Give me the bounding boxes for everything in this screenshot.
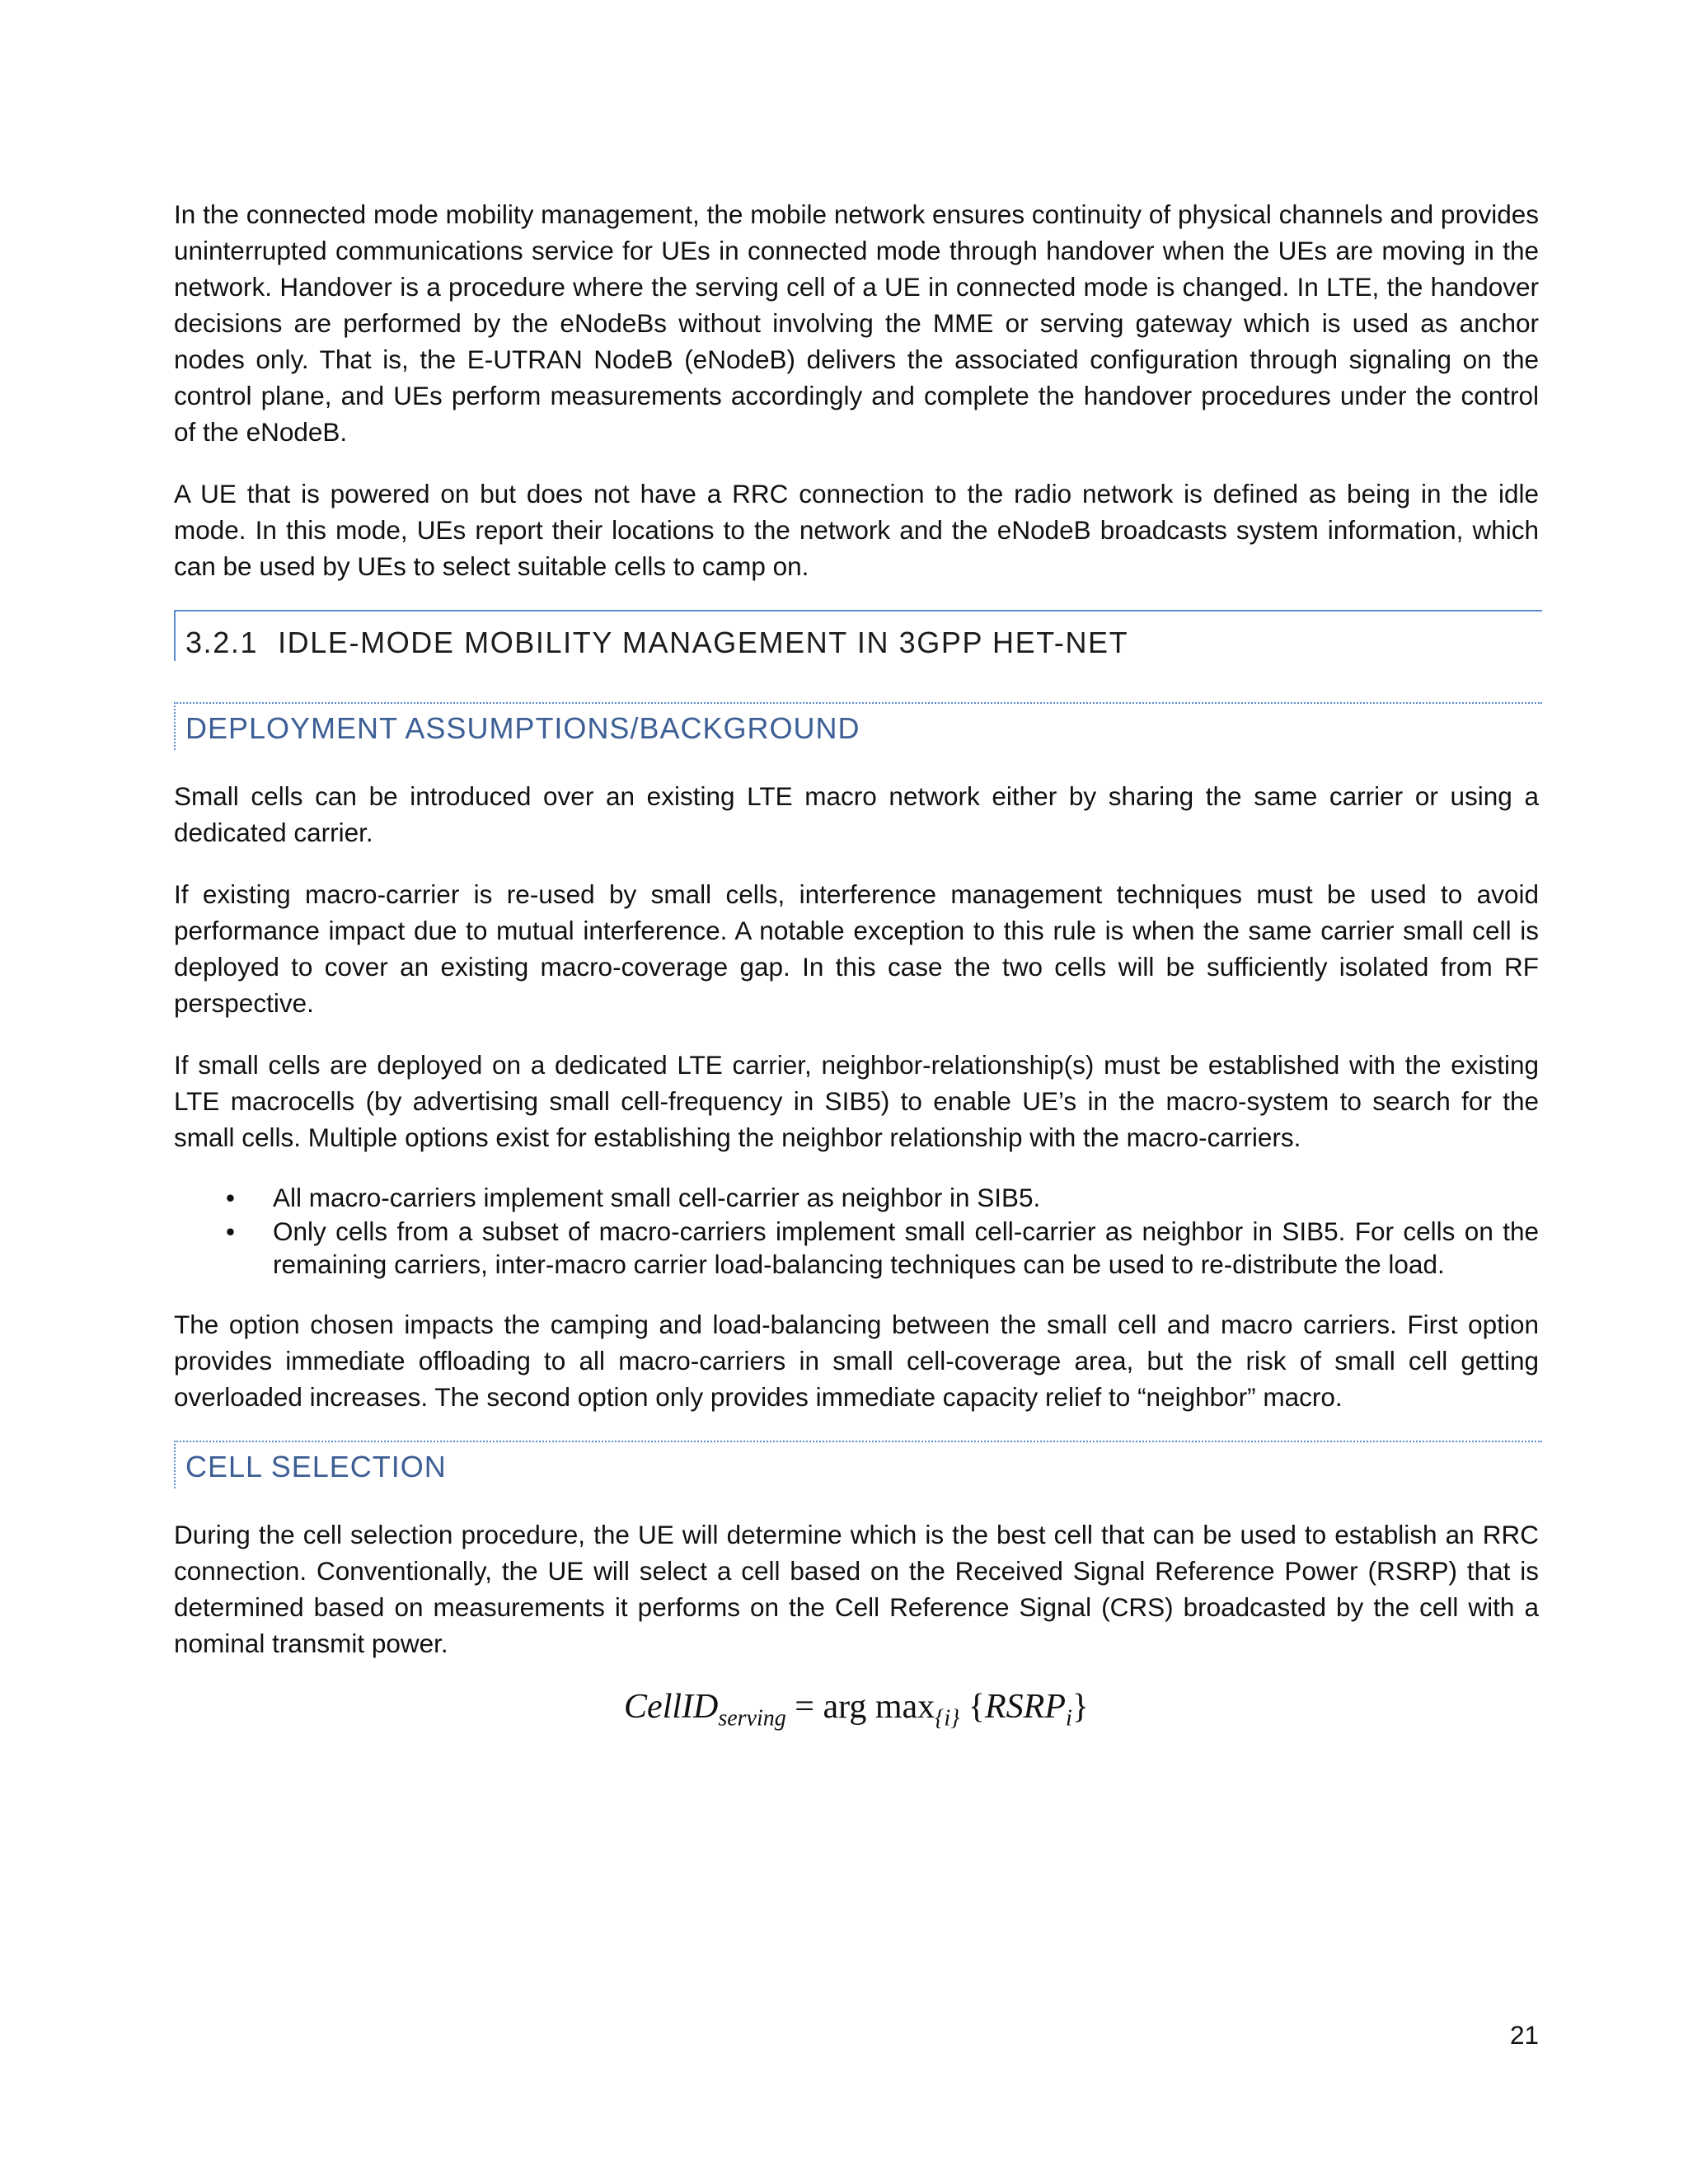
formula-equals: = — [795, 1688, 814, 1726]
cell-selection-paragraph: During the cell selection procedure, the UE will determine which is the best cell that can be used to establish an RRC connection. Conventionally, the UE will select a cell based on the Received Signal Reference Power (RSRP) that is determined based on measurements it performs on the Cell Reference Signal (CRS) broadcasted by the cell with a nominal transmit power. — [174, 1520, 1539, 1658]
formula-lhs-subscript: serving — [718, 1705, 786, 1732]
formula-operator-subscript: {i} — [935, 1705, 960, 1732]
page-number: 21 — [1509, 2020, 1539, 2050]
section-heading — [174, 610, 1542, 661]
formula-operator: arg max — [823, 1688, 935, 1726]
intro-paragraph-1: In the connected mode mobility management, the mobile network ensures continuity of physical channels and provides uninterrupted communications service for UEs in connected mode through handover when the UEs are moving in the network. Handover is a procedure where the serving cell of a UE in connected mode is changed. In LTE, the handover decisions are performed by the eNodeBs without involving the MME or serving gateway which is used as anchor nodes only. That is, the E-UTRAN NodeB (eNodeB) delivers the associated configuration through signaling on the control plane, and UEs perform measurements accordingly and complete the handover procedures under the control of the eNodeB. — [174, 199, 1539, 447]
formula-argument-subscript: i — [1066, 1705, 1072, 1732]
list-item-text: Only cells from a subset of macro-carriers implement small cell-carrier as neighbor in SIB5. For cells on the remaining carriers, inter-macro carrier load-balancing techniques can be used to re-distribute the load. — [273, 1216, 1539, 1279]
bullet-icon: • — [226, 1183, 236, 1212]
deployment-paragraph-2: If existing macro-carrier is re-used by small cells, interference management techniques must be used to avoid performance impact due to mutual interference. A notable exception to this rule is when the same carrier small cell is deployed to cover an existing macro-coverage gap. In this case the two cells will be sufficiently isolated from RF perspective. — [174, 879, 1539, 1018]
formula-open-brace: { — [968, 1688, 986, 1726]
cell-selection-formula — [174, 1687, 1539, 1732]
formula-lhs: CellID — [624, 1688, 719, 1726]
section-number: 3.2.1 — [185, 626, 259, 659]
formula-close-brace: } — [1071, 1688, 1089, 1726]
page-content — [174, 196, 1539, 1732]
list-item — [174, 1181, 1539, 1214]
deployment-paragraph-1: Small cells can be introduced over an existing LTE macro network either by sharing the same carrier or using a dedicated carrier. — [174, 781, 1539, 847]
bullet-icon: • — [226, 1216, 236, 1246]
list-item — [174, 1215, 1539, 1281]
section-title: IDLE-MODE MOBILITY MANAGEMENT IN 3GPP HET-NET — [278, 626, 1129, 659]
deployment-bullet-list — [174, 1181, 1539, 1281]
intro-paragraph-2: A UE that is powered on but does not have a RRC connection to the radio network is defined as being in the idle mode. In this mode, UEs report their locations to the network and the eNodeB broadcasts system information, which can be used by UEs to select suitable cells to camp on. — [174, 479, 1539, 581]
subsection-heading-deployment: DEPLOYMENT ASSUMPTIONS/BACKGROUND — [174, 702, 1542, 750]
subsection-heading-cell-selection: CELL SELECTION — [174, 1441, 1542, 1488]
deployment-closing-paragraph: The option chosen impacts the camping and load-balancing between the small cell and macro carriers. First option provides immediate offloading to all macro-carriers in small cell-coverage area, but the risk of small cell getting overloaded increases. The second option only provides immediate capacity relief to “neighbor” macro. — [174, 1310, 1539, 1412]
list-item-text: All macro-carriers implement small cell-carrier as neighbor in SIB5. — [273, 1183, 1041, 1212]
formula-argument: RSRP — [985, 1688, 1066, 1726]
deployment-paragraph-3: If small cells are deployed on a dedicated LTE carrier, neighbor-relationship(s) must be established with the existing LTE macrocells (by advertising small cell-frequency in SIB5) to enable UE’s in the macro-system to search for the small cells. Multiple options exist for establishing the neighbor relationship with the macro-carriers. — [174, 1050, 1539, 1152]
